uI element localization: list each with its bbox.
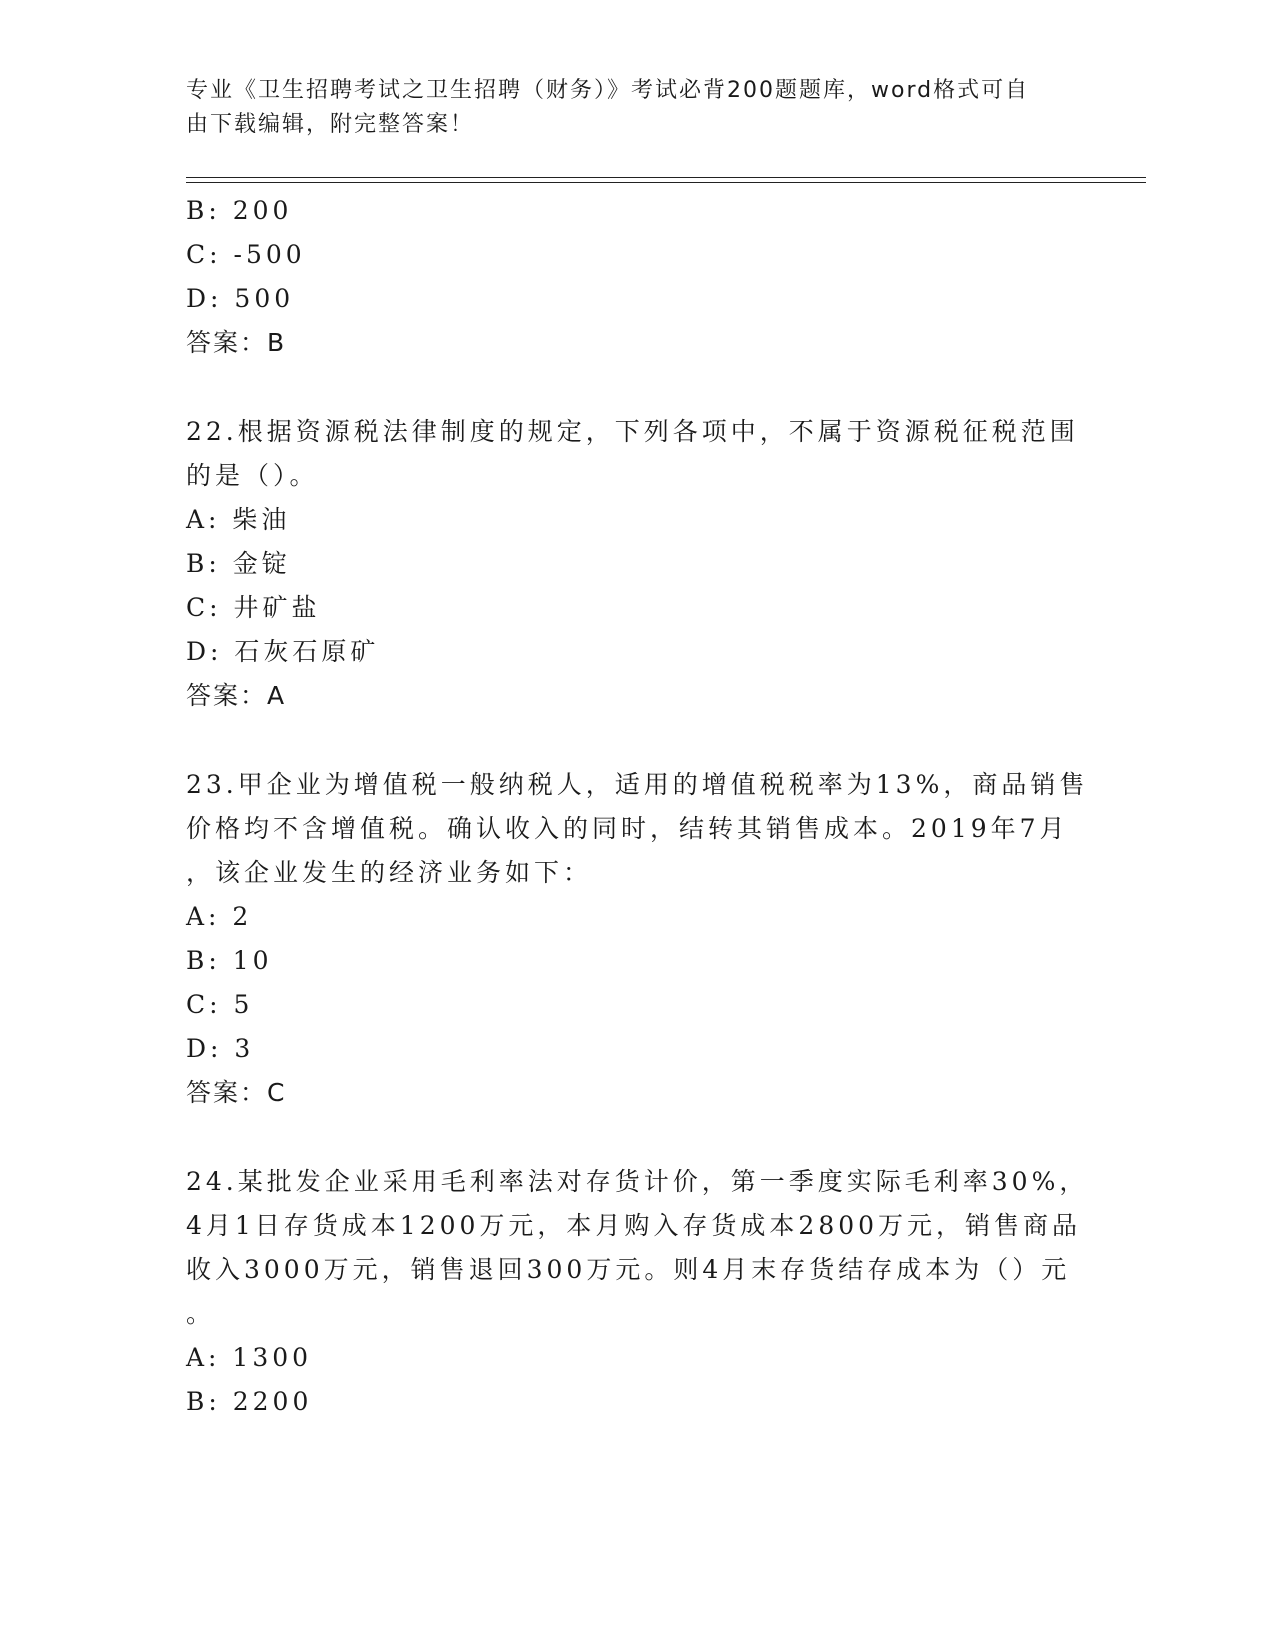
q23-option-d: D: 3 [186,1034,255,1063]
header-line-2: 由下载编辑，附完整答案！ [186,112,475,137]
q23-stem-line-2: 价格均不含增值税。确认收入的同时，结转其销售成本。2019年7月 [186,814,1069,843]
q21-option-c: C: -500 [186,240,306,269]
q21-option-d: D: 500 [186,284,295,313]
q23-option-a: A: 2 [186,902,253,931]
q22-option-c: C: 井矿盐 [186,593,321,622]
q22-stem-line-1: 22.根据资源税法律制度的规定，下列各项中，不属于资源税征税范围 [186,417,1079,446]
q23-stem-line-1: 23.甲企业为增值税一般纳税人，适用的增值税税率为13%，商品销售 [186,770,1089,799]
header-rule-bottom [186,182,1146,183]
q22-answer: 答案：A [186,681,287,710]
q21-option-b: B: 200 [186,196,293,225]
q22-stem-line-2: 的是（）。 [186,461,319,490]
header-line-1: 专业《卫生招聘考试之卫生招聘（财务）》考试必背200题题库，word格式可自 [186,78,1030,103]
q21-answer: 答案：B [186,328,287,357]
q24-option-b: B: 2200 [186,1387,313,1416]
q24-stem-line-1: 24.某批发企业采用毛利率法对存货计价，第一季度实际毛利率30%， [186,1167,1089,1196]
q23-option-c: C: 5 [186,990,254,1019]
q24-option-a: A: 1300 [186,1343,313,1372]
q23-answer: 答案：C [186,1078,287,1107]
q24-stem-line-3: 收入3000万元，销售退回300万元。则4月末存货结存成本为（）元 [186,1255,1071,1284]
q22-option-d: D: 石灰石原矿 [186,637,380,666]
q22-option-b: B: 金锭 [186,549,291,578]
document-header [186,74,1066,142]
q23-option-b: B: 10 [186,946,273,975]
q24-stem-line-2: 4月1日存货成本1200万元，本月购入存货成本2800万元，销售商品 [186,1211,1082,1240]
q23-stem-line-3: ，该企业发生的经济业务如下： [186,858,593,887]
q24-stem-line-4: 。 [186,1299,216,1328]
header-rule-top [186,177,1146,178]
q22-option-a: A: 柴油 [186,505,291,534]
